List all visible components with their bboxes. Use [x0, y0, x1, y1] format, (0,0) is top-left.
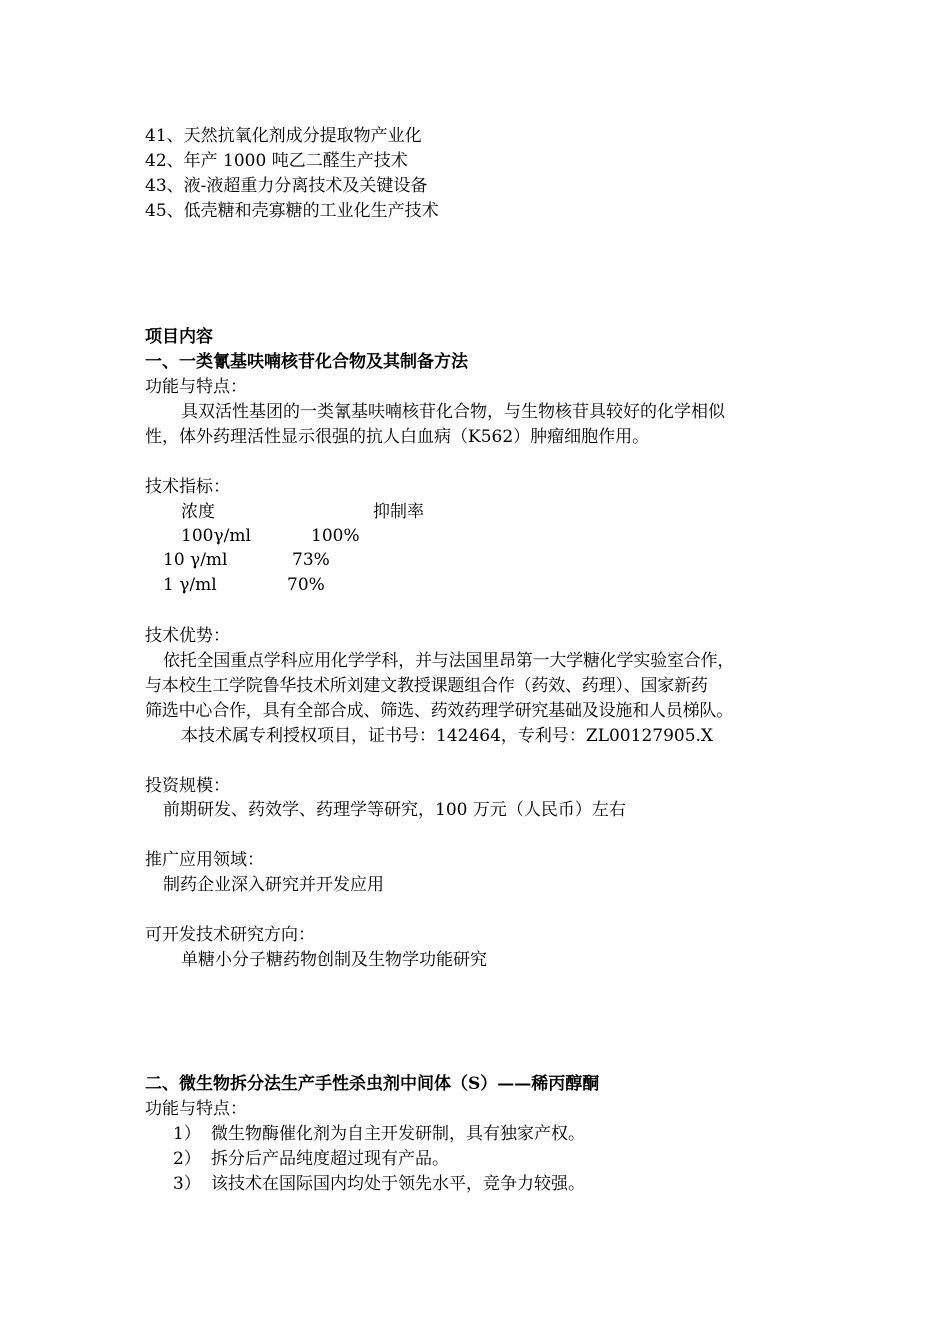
project1-features-label: 功能与特点： [145, 377, 247, 397]
project2-title: 二、微生物拆分法生产手性杀虫剂中间体（S）——稀丙醇酮 [145, 1074, 600, 1094]
project1-tech-label: 技术指标： [145, 477, 230, 497]
list-item: 42、年产 1000 吨乙二醛生产技术 [145, 151, 408, 171]
feature-number: 1） [173, 1124, 201, 1144]
project1-features-line: 具双活性基团的一类氰基呋喃核苷化合物，与生物核苷具较好的化学相似 [181, 402, 725, 422]
feature-text: 拆分后产品纯度超过现有产品。 [211, 1149, 449, 1169]
table-cell-conc: 100γ/ml [181, 526, 251, 546]
project1-apply-text: 制药企业深入研究并开发应用 [163, 875, 384, 895]
section-heading: 项目内容 [145, 327, 213, 347]
project1-apply-label: 推广应用领域： [145, 850, 264, 870]
project1-direction-label: 可开发技术研究方向： [145, 925, 315, 945]
project1-advantage-label: 技术优势： [145, 626, 230, 646]
table-header-inhibition: 抑制率 [373, 502, 424, 522]
feature-number: 2） [173, 1149, 201, 1169]
table-cell-conc: 1 γ/ml [163, 575, 217, 595]
project2-features-label: 功能与特点： [145, 1099, 247, 1119]
project1-invest-label: 投资规模： [145, 776, 230, 796]
list-item: 45、低壳糖和壳寡糖的工业化生产技术 [145, 201, 439, 221]
project1-advantage-line: 依托全国重点学科应用化学学科，并与法国里昂第一大学糖化学实验室合作， [163, 651, 735, 671]
project1-patent-line: 本技术属专利授权项目，证书号：142464，专利号：ZL00127905.X [181, 726, 714, 746]
table-cell-conc: 10 γ/ml [163, 550, 228, 570]
list-item: 41、天然抗氧化剂成分提取物产业化 [145, 126, 422, 146]
feature-text: 该技术在国际国内均处于领先水平，竞争力较强。 [211, 1174, 585, 1194]
project1-features-line: 性，体外药理活性显示很强的抗人白血病（K562）肿瘤细胞作用。 [145, 427, 650, 447]
project1-direction-text: 单糖小分子糖药物创制及生物学功能研究 [181, 950, 487, 970]
table-header-concentration: 浓度 [181, 502, 215, 522]
project1-invest-text: 前期研发、药效学、药理学等研究，100 万元（人民币）左右 [163, 800, 626, 820]
project1-title: 一、一类氰基呋喃核苷化合物及其制备方法 [145, 352, 468, 372]
project1-advantage-line: 筛选中心合作，具有全部合成、筛选、药效药理学研究基础及设施和人员梯队。 [145, 701, 733, 721]
table-cell-rate: 73% [292, 550, 330, 570]
feature-number: 3） [173, 1174, 201, 1194]
feature-text: 微生物酶催化剂为自主开发研制，具有独家产权。 [211, 1124, 585, 1144]
project1-advantage-line: 与本校生工学院鲁华技术所刘建文教授课题组合作（药效、药理）、国家新药 [145, 676, 708, 696]
table-cell-rate: 100% [311, 526, 360, 546]
table-cell-rate: 70% [287, 575, 325, 595]
list-item: 43、液-液超重力分离技术及关键设备 [145, 176, 428, 196]
